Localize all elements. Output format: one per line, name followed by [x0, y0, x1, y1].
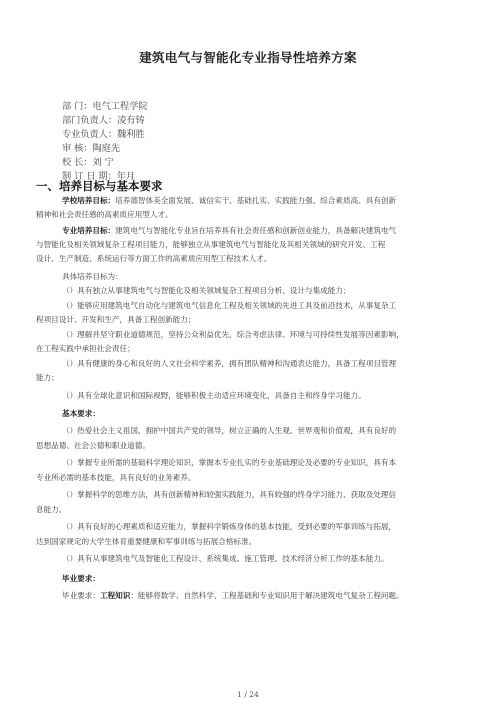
section-heading: 一、培养目标与基本要求	[36, 179, 163, 193]
basic-item-4-cont: 达到国家规定的大学生体育重要健康和军事训练与拓展合格标准。	[36, 537, 257, 546]
basic-item-5: （）具有从事建筑电气及智能化工程设计、系统集成、施工管理、技术经济分析工作的基本能力。	[62, 554, 389, 563]
basic-item-2: （）掌握专业所需的基础科学理论知识，掌握本专业扎实的专业基础理论及必要的专业知识，具有本	[62, 458, 397, 467]
engineering-knowledge-label: 工程知识	[99, 591, 131, 600]
school-goal-line-2: 精神和社会责任感的高素质应用型人才。	[36, 210, 173, 219]
meta-department: 部 门：电气工程学院	[62, 101, 148, 112]
specific-item-3: （）理解并坚守职业道德规范，坚持公众利益优先，综合考虑法律、环境与可持续性发展等因素影响，	[62, 330, 404, 339]
document-title: 建筑电气与智能化专业指导性培养方案	[139, 50, 357, 65]
basic-item-4: （）具有良好的心理素质和适应能力，掌握科学锻炼身体的基本技能，受到必要的军事训练与拓展，	[62, 522, 397, 531]
specific-item-2-cont: 程项目设计、开发和生产，具备工程创新能力；	[36, 315, 196, 324]
meta-dept-head: 部门负责人：凌有铸	[62, 115, 145, 126]
graduation-req-item-1: 毕业要求：工程知识：能够将数学、自然科学、工程基础和专业知识用于解决建筑电气复杂工程问题。	[62, 591, 404, 600]
meta-date: 制 订 日 期：年月	[62, 171, 136, 182]
specific-goal-label: 具体培养目标为：	[62, 272, 123, 281]
page-number: 1 / 24	[237, 690, 259, 699]
basic-item-1: （）热爱社会主义祖国，拥护中国共产党的领导，树立正确的人生观、世界观和价值观，具有良好的	[62, 426, 397, 435]
specific-item-2: （）能够应用建筑电气自动化与建筑电气信息化工程及相关领域的先进工具及前沿技术，从事复杂工	[62, 301, 397, 310]
basic-item-2-cont: 专业所必需的基本技能，具有良好的业务素养。	[36, 473, 196, 482]
basic-item-1-cont: 思想品德、社会公德和职业道德。	[36, 441, 150, 450]
meta-reviewer: 审 核：陶庭先	[62, 143, 121, 154]
school-goal-label: 学校培养目标：	[62, 196, 116, 205]
school-goal-line-1: 学校培养目标：培养德智体美全面发展、诚信实干、基础扎实、实践能力强、综合素质高、具有创新	[62, 196, 397, 205]
specific-item-4: （）具有健康的身心和良好的人文社会科学素养，拥有团队精神和沟通表达能力，具备工程项目管理	[62, 359, 397, 368]
basic-item-3-cont: 息能力。	[36, 505, 67, 514]
graduation-req-label: 毕业要求：	[62, 574, 100, 583]
basic-req-label: 基本要求：	[62, 409, 100, 418]
major-goal-line-3: 设计、生产制造、系统运行等方面工作的高素质应用型工程技术人才。	[36, 254, 272, 263]
specific-item-4-cont: 能力；	[36, 373, 59, 382]
meta-president: 校 长：刘 宁	[62, 157, 114, 168]
meta-major-head: 专业负责人：魏利胜	[62, 129, 145, 140]
major-goal-label: 专业培养目标：	[62, 226, 116, 235]
major-goal-line-1: 专业培养目标：建筑电气与智能化专业旨在培养具有社会责任感和创新创业能力，具备解决建筑电气	[62, 226, 397, 235]
specific-item-1: （）具有独立从事建筑电气与智能化及相关领域复杂工程项目分析、设计与集成能力；	[62, 286, 351, 295]
specific-item-3-cont: 在工程实践中承担社会责任；	[36, 344, 135, 353]
major-goal-line-2: 与智能化及相关领域复杂工程项目能力，能够独立从事建筑电气与智能化及其相关领域的研究开发、工程	[36, 240, 386, 249]
specific-item-5: （）具有全球化意识和国际视野，能够积极主动适应环境变化，具备自主和终身学习能力。	[62, 391, 366, 400]
basic-item-3: （）掌握科学的思维方法，具有创新精神和较强实践能力，具有较强的终身学习能力、获取及处理信	[62, 490, 397, 499]
